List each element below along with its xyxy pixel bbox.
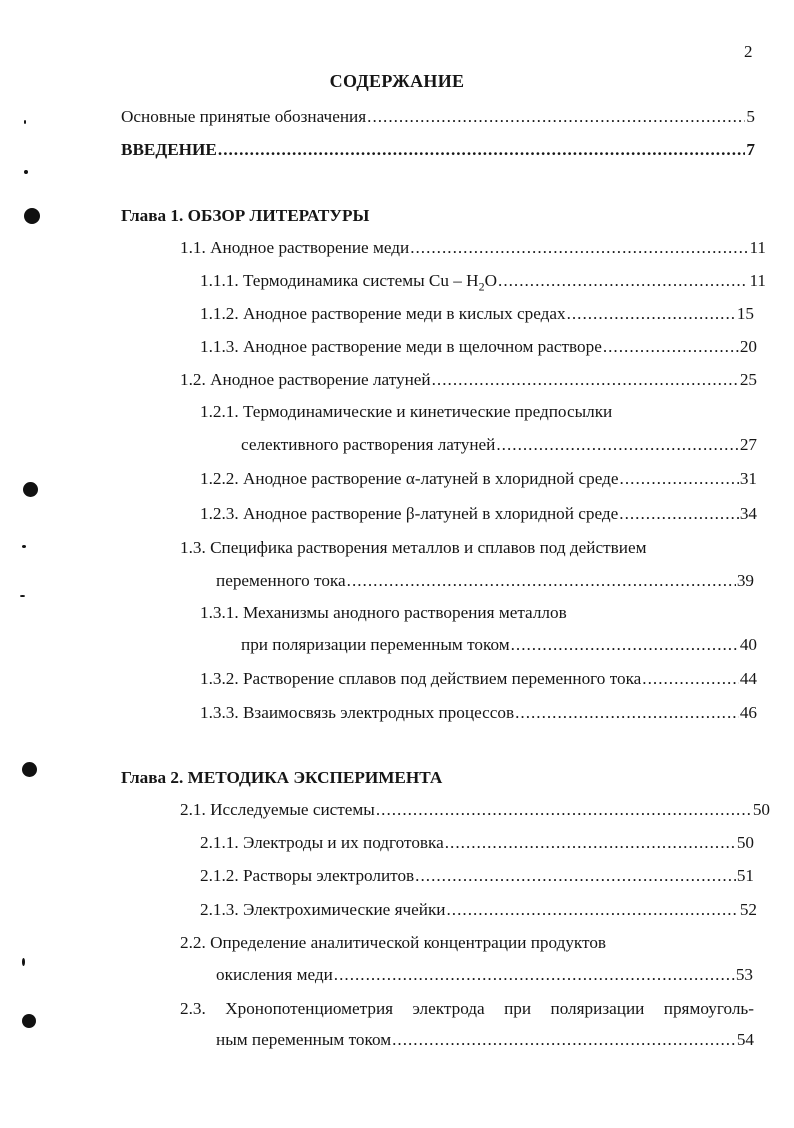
toc-entry-1-2-1[interactable]	[241, 434, 757, 456]
toc-entry-1-3-line1[interactable]: 1.3. Специфика растворения металлов и сплавов под действием	[180, 538, 647, 557]
toc-page-number: 27	[739, 435, 757, 454]
leader-dots	[347, 570, 736, 592]
leader-dots	[567, 303, 736, 325]
toc-entry-2-3[interactable]	[216, 1029, 754, 1051]
leader-dots	[376, 799, 752, 821]
toc-page-number: 54	[736, 1030, 754, 1049]
page-title: СОДЕРЖАНИЕ	[329, 71, 465, 91]
toc-entry-label: при поляризации переменным током	[241, 635, 510, 654]
toc-page-number: 46	[739, 703, 757, 722]
toc-entry-1-3[interactable]	[216, 570, 754, 592]
toc-page-number: 52	[739, 900, 757, 919]
toc-entry-label: 2.1.1. Электроды и их подготовка	[200, 833, 444, 852]
toc-entry-label: 1.1.1. Термодинамика системы Cu – $H_2O$	[200, 271, 498, 294]
scan-speck	[24, 120, 26, 124]
toc-page-number: 53	[735, 965, 753, 984]
toc-entry-2-3-line1[interactable]: 2.3. Хронопотенциометрия электрода при поляризации прямоуголь-	[180, 999, 754, 1018]
leader-dots	[447, 899, 739, 921]
toc-entry-1-1-1[interactable]	[200, 270, 766, 292]
toc-page-number: 44	[739, 669, 757, 688]
toc-entry-label: селективного растворения латуней	[241, 435, 496, 454]
leader-dots	[515, 702, 739, 724]
toc-entry-label: 1.1.2. Анодное растворение меди в кислых средах	[200, 304, 566, 323]
toc-entry-1-2-2[interactable]	[200, 468, 757, 490]
leader-dots	[334, 964, 735, 986]
leader-dots	[603, 336, 739, 358]
toc-entry-label: 1.1.3. Анодное растворение меди в щелочном растворе	[200, 337, 602, 356]
toc-entry-1-3-1[interactable]	[241, 634, 757, 656]
leader-dots	[619, 503, 739, 525]
chapter-2-heading[interactable]: Глава 2. МЕТОДИКА ЭКСПЕРИМЕНТА	[121, 768, 443, 787]
binder-hole	[23, 482, 38, 497]
toc-entry-label: переменного тока	[216, 571, 346, 590]
toc-page-number: 15	[736, 304, 754, 323]
leader-dots	[511, 634, 739, 656]
toc-page-number: 39	[736, 571, 754, 590]
toc-entry-2-1[interactable]	[180, 799, 770, 821]
toc-page-number: 5	[746, 107, 755, 126]
toc-page-number: 34	[739, 504, 757, 523]
toc-entry-label: 1.2.2. Анодное растворение α-латуней в хлоридной среде	[200, 469, 619, 488]
toc-entry-label: 1.3.3. Взаимосвязь электродных процессов	[200, 703, 515, 722]
leader-dots	[410, 237, 748, 259]
toc-entry-2-1-2[interactable]	[200, 865, 754, 887]
leader-dots	[445, 832, 736, 854]
toc-page-number: 11	[749, 238, 766, 257]
toc-entry-2-1-1[interactable]	[200, 832, 754, 854]
toc-entry-1-2[interactable]	[180, 369, 757, 391]
toc-entry-1-3-3[interactable]	[200, 702, 757, 724]
toc-entry-1-1-2[interactable]	[200, 303, 754, 325]
toc-entry-label: 2.1.3. Электрохимические ячейки	[200, 900, 446, 919]
toc-page-number: 25	[739, 370, 757, 389]
toc-page-number: 51	[736, 866, 754, 885]
scan-speck	[20, 595, 25, 597]
toc-entry-label: ВВЕДЕНИЕ	[121, 140, 217, 159]
toc-page-number: 40	[739, 635, 757, 654]
toc-page-number: 50	[752, 800, 770, 819]
toc-entry-label: 2.1.2. Растворы электролитов	[200, 866, 415, 885]
toc-entry-label: Основные принятые обозначения	[121, 107, 367, 126]
toc-entry-label: ным переменным током	[216, 1030, 392, 1049]
binder-hole	[22, 762, 37, 777]
toc-page-number: 20	[739, 337, 757, 356]
binder-hole	[22, 1014, 36, 1028]
leader-dots	[367, 106, 745, 128]
toc-entry-label: 1.3.2. Растворение сплавов под действием переменного тока	[200, 669, 642, 688]
toc-entry-1-3-1-line1[interactable]: 1.3.1. Механизмы анодного растворения металлов	[200, 603, 567, 622]
toc-entry-2-2[interactable]	[216, 964, 753, 986]
toc-entry-label: окисления меди	[216, 965, 333, 984]
toc-entry-label: 1.1. Анодное растворение меди	[180, 238, 410, 257]
toc-entry-intro[interactable]	[121, 139, 755, 161]
leader-dots	[496, 434, 738, 456]
scan-speck	[22, 958, 25, 966]
toc-entry-1-1-3[interactable]	[200, 336, 757, 358]
toc-entry-label: 1.2. Анодное растворение латуней	[180, 370, 431, 389]
toc-entry-notation[interactable]	[121, 106, 755, 128]
toc-entry-1-1[interactable]	[180, 237, 766, 259]
toc-entry-2-2-line1[interactable]: 2.2. Определение аналитической концентрации продуктов	[180, 933, 607, 952]
leader-dots	[498, 270, 748, 292]
scan-speck	[22, 545, 26, 548]
toc-page-number: 31	[739, 469, 757, 488]
leader-dots	[392, 1029, 736, 1051]
leader-dots	[642, 668, 739, 690]
toc-entry-label: 1.2.3. Анодное растворение β-латуней в хлоридной среде	[200, 504, 619, 523]
chapter-1-heading[interactable]: Глава 1. ОБЗОР ЛИТЕРАТУРЫ	[121, 206, 370, 225]
toc-entry-1-3-2[interactable]	[200, 668, 757, 690]
binder-hole	[24, 208, 40, 224]
subscript: 2	[478, 279, 485, 294]
toc-page-number: 50	[736, 833, 754, 852]
toc-entry-1-2-1-line1[interactable]: 1.2.1. Термодинамические и кинетические предпосылки	[200, 402, 613, 421]
leader-dots	[620, 468, 739, 490]
leader-dots	[432, 369, 739, 391]
leader-dots	[415, 865, 736, 887]
scan-speck	[24, 170, 28, 174]
toc-entry-1-2-3[interactable]	[200, 503, 757, 525]
toc-page-number: 7	[746, 140, 755, 159]
toc-entry-2-1-3[interactable]	[200, 899, 757, 921]
leader-dots	[218, 139, 746, 161]
page-number: 2	[744, 42, 753, 61]
toc-page-number: 11	[749, 271, 766, 290]
toc-entry-label: 2.1. Исследуемые системы	[180, 800, 375, 819]
